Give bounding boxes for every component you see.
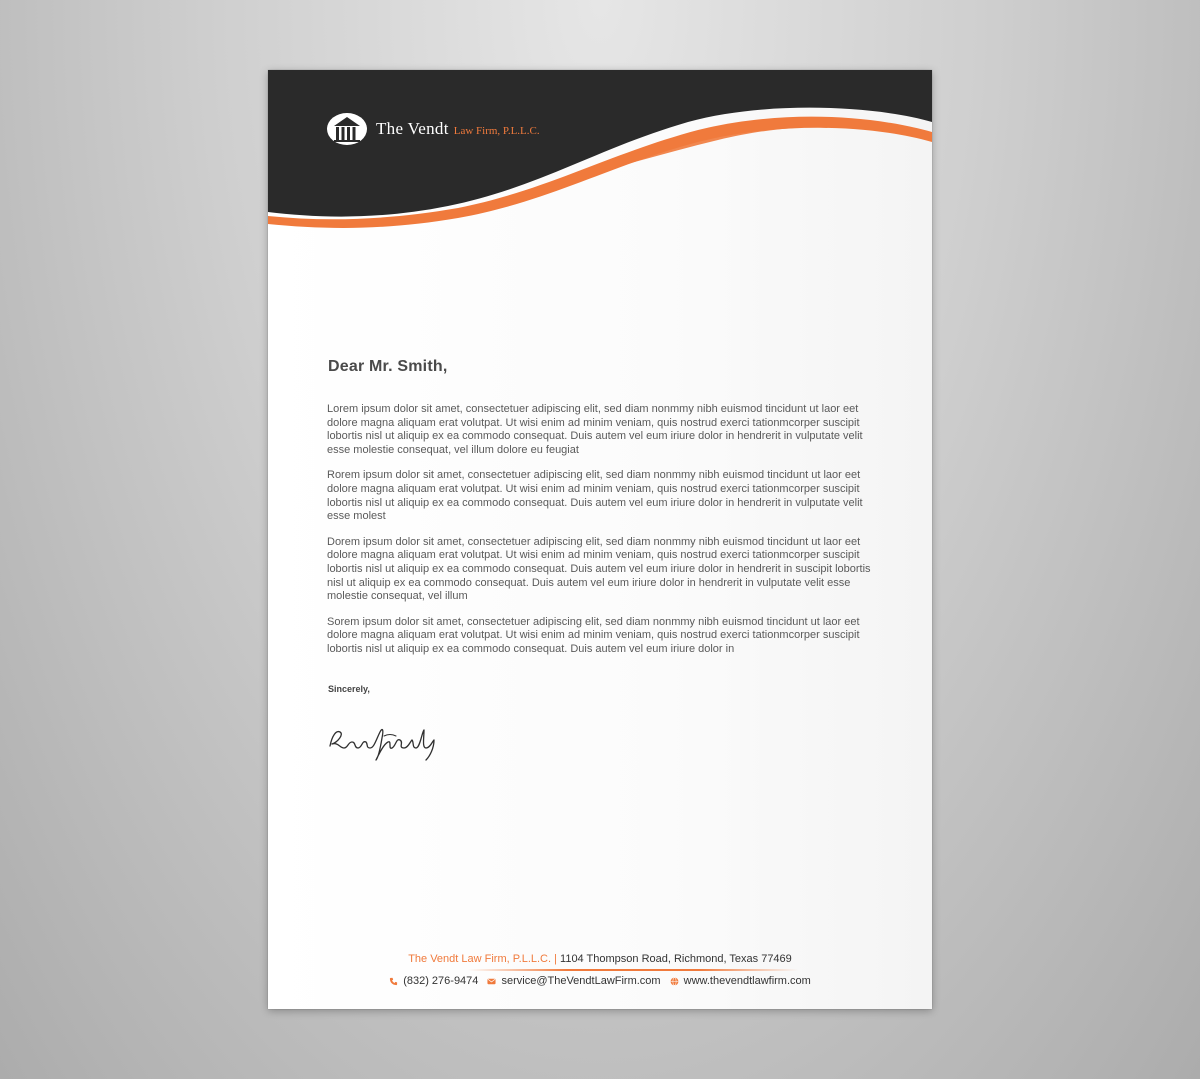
footer-website[interactable] [670, 975, 811, 987]
salutation: Dear Mr. Smith, [328, 358, 448, 375]
globe-icon [670, 977, 679, 986]
email-address[interactable]: service@TheVendtLawFirm.com [501, 975, 661, 987]
phone-number: (832) 276-9474 [403, 975, 479, 987]
handwritten-signature [326, 718, 438, 762]
paragraph: Lorem ipsum dolor sit amet, consectetuer adipiscing elit, sed diam nonmmy nibh euismod tincidunt ut laor eet dolore magna aliquam erat volutpat. Ut wisi enim ad minim veniam, quis nostrud exerci tationmcorper suscipit lobortis nisl ut aliquip ex ea commodo consequat. Duis autem vel eum iriure dolor in hendrerit in vulputate velit esse molestie consequat, vel illum dolore eu feugiat [327, 403, 863, 456]
website-url[interactable]: www.thevendtlawfirm.com [683, 975, 811, 987]
closing: Sincerely, [328, 684, 370, 694]
paragraph: Rorem ipsum dolor sit amet, consectetuer adipiscing elit, sed diam nonmmy nibh euismod tincidunt ut laor eet dolore magna aliquam erat volutpat. Ut wisi enim ad minim veniam, quis nostrud exerci tationmcorper suscipit lobortis nisl ut aliquip ex ea commodo consequat. Duis autem vel eum iriure dolor in hendrerit in vulputate velit esse molest [327, 469, 863, 523]
firm-name: The Vendt [376, 119, 449, 138]
footer-divider [468, 969, 798, 971]
footer-address: 1104 Thompson Road, Richmond, Texas 77469 [556, 953, 792, 965]
phone-icon [389, 977, 398, 986]
letterhead-page [268, 70, 932, 1009]
footer-firm-name: The Vendt Law Firm, P.L.L.C. | [408, 953, 557, 965]
column-building-icon [326, 112, 368, 146]
footer-address-line [268, 953, 932, 965]
firm-suffix: Law Firm, P.L.L.C. [453, 125, 540, 137]
header-wave-banner [268, 70, 932, 240]
footer-contact-line [268, 975, 932, 989]
letter-body [327, 403, 875, 669]
footer-phone [389, 975, 478, 987]
envelope-icon [487, 977, 496, 986]
paragraph: Dorem ipsum dolor sit amet, consectetuer adipiscing elit, sed diam nonmmy nibh euismod tincidunt ut laor eet dolore magna aliquam erat volutpat. Ut wisi enim ad minim veniam, quis nostrud exerci tationmcorper suscipit lobortis nisl ut aliquip ex ea commodo consequat. Duis autem vel eum iriure dolor in hendrerit in suscipit lobortis nisl ut aliquip ex ea commodo consequat. Duis autem vel eum iriure dolor in hendrerit in vulputate velit esse molestie consequat, vel illum [327, 535, 871, 603]
footer-email[interactable] [487, 975, 660, 987]
paragraph: Sorem ipsum dolor sit amet, consectetuer adipiscing elit, sed diam nonmmy nibh euismod tincidunt ut laor eet dolore magna aliquam erat volutpat. Ut wisi enim ad minim veniam, quis nostrud exerci tationmcorper suscipit lobortis nisl ut aliquip ex ea commodo consequat. Duis autem vel eum iriure dolor in [327, 615, 860, 655]
firm-logo [326, 112, 540, 146]
